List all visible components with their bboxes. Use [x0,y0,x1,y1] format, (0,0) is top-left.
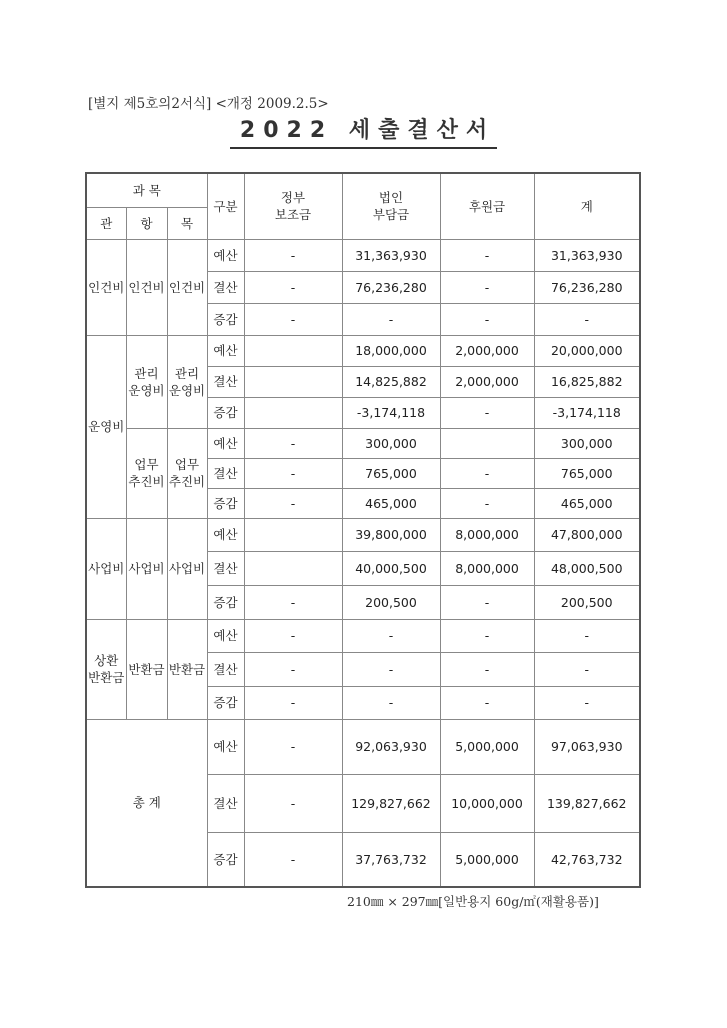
corp-cell: 765,000 [342,458,440,488]
gubun-cell: 결산 [207,551,244,585]
corp-cell: 200,500 [342,585,440,619]
gubun-cell: 증감 [207,488,244,518]
gubun-cell: 결산 [207,271,244,303]
header-mok: 목 [167,207,207,239]
total-cell: 765,000 [534,458,640,488]
donation-cell: 8,000,000 [440,551,534,585]
title-text: 2022 세출결산서 [230,118,497,149]
table-row [86,428,640,458]
donation-cell: - [440,488,534,518]
donation-cell: 8,000,000 [440,518,534,551]
donation-cell: - [440,585,534,619]
table-row [86,518,640,551]
gov-cell: - [244,719,342,774]
hang-repayment: 반환금 [126,619,167,719]
hang-personnel: 인건비 [126,239,167,335]
gov-cell: - [244,774,342,832]
corp-cell: 76,236,280 [342,271,440,303]
mok-repayment: 반환금 [167,619,207,719]
corp-cell: 300,000 [342,428,440,458]
donation-cell: 2,000,000 [440,335,534,366]
mok-personnel: 인건비 [167,239,207,335]
gov-cell: - [244,303,342,335]
gubun-cell: 증감 [207,832,244,887]
gubun-cell: 결산 [207,774,244,832]
gov-cell [244,551,342,585]
total-cell: 139,827,662 [534,774,640,832]
donation-cell: - [440,619,534,652]
gubun-cell: 예산 [207,619,244,652]
gov-cell [244,397,342,428]
header-total: 계 [534,173,640,239]
donation-cell: 10,000,000 [440,774,534,832]
header-row-1 [86,173,640,207]
corp-cell: 129,827,662 [342,774,440,832]
corp-cell: 39,800,000 [342,518,440,551]
gubun-cell: 결산 [207,458,244,488]
total-cell: 31,363,930 [534,239,640,271]
donation-cell: - [440,271,534,303]
gov-cell: - [244,619,342,652]
gubun-cell: 예산 [207,335,244,366]
total-cell: 16,825,882 [534,366,640,397]
table-row [86,719,640,774]
donation-cell: 5,000,000 [440,832,534,887]
gubun-cell: 증감 [207,686,244,719]
donation-cell: - [440,303,534,335]
total-cell: 47,800,000 [534,518,640,551]
donation-cell: - [440,239,534,271]
total-cell: 76,236,280 [534,271,640,303]
gwan-repayment: 상환 반환금 [86,619,126,719]
gov-cell: - [244,488,342,518]
donation-cell: 2,000,000 [440,366,534,397]
corp-cell: - [342,686,440,719]
gov-cell [244,335,342,366]
header-corp-burden: 법인 부담금 [342,173,440,239]
header-hang: 항 [126,207,167,239]
total-cell: - [534,686,640,719]
gubun-cell: 예산 [207,428,244,458]
hang-management: 관리 운영비 [126,335,167,428]
gubun-cell: 예산 [207,239,244,271]
document-title [0,118,727,149]
gubun-cell: 예산 [207,719,244,774]
header-donation: 후원금 [440,173,534,239]
corp-cell: - [342,652,440,686]
corp-cell: 92,063,930 [342,719,440,774]
form-header-note: [별지 제5호의2서식] <개정 2009.2.5> [88,96,329,112]
total-cell: 300,000 [534,428,640,458]
header-gubun: 구분 [207,173,244,239]
hang-business: 업무 추진비 [126,428,167,518]
grand-total-label: 총 계 [86,719,207,887]
corp-cell: 465,000 [342,488,440,518]
corp-cell: - [342,619,440,652]
total-cell: - [534,619,640,652]
donation-cell: - [440,686,534,719]
donation-cell: - [440,397,534,428]
corp-cell: 40,000,500 [342,551,440,585]
total-cell: 200,500 [534,585,640,619]
table-row [86,335,640,366]
gwan-project: 사업비 [86,518,126,619]
gubun-cell: 증감 [207,303,244,335]
mok-business: 업무 추진비 [167,428,207,518]
total-cell: 20,000,000 [534,335,640,366]
header-gwan: 관 [86,207,126,239]
donation-cell [440,428,534,458]
corp-cell: 18,000,000 [342,335,440,366]
corp-cell: -3,174,118 [342,397,440,428]
gov-cell: - [244,271,342,303]
corp-cell: 14,825,882 [342,366,440,397]
total-cell: 42,763,732 [534,832,640,887]
header-subject: 과 목 [86,173,207,207]
total-cell: - [534,303,640,335]
gubun-cell: 결산 [207,366,244,397]
total-cell: 97,063,930 [534,719,640,774]
gov-cell: - [244,458,342,488]
corp-cell: 31,363,930 [342,239,440,271]
total-cell: 48,000,500 [534,551,640,585]
donation-cell: - [440,652,534,686]
total-cell: - [534,652,640,686]
donation-cell: - [440,458,534,488]
donation-cell: 5,000,000 [440,719,534,774]
gov-cell: - [244,832,342,887]
mok-project: 사업비 [167,518,207,619]
gov-cell [244,366,342,397]
corp-cell: 37,763,732 [342,832,440,887]
gubun-cell: 증감 [207,397,244,428]
table-row [86,619,640,652]
total-cell: -3,174,118 [534,397,640,428]
gwan-operation: 운영비 [86,335,126,518]
corp-cell: - [342,303,440,335]
gov-cell: - [244,585,342,619]
mok-management: 관리 운영비 [167,335,207,428]
gov-cell [244,518,342,551]
gov-cell: - [244,239,342,271]
gov-cell: - [244,652,342,686]
hang-project: 사업비 [126,518,167,619]
gwan-personnel: 인건비 [86,239,126,335]
header-gov-subsidy: 정부 보조금 [244,173,342,239]
total-cell: 465,000 [534,488,640,518]
gov-cell: - [244,428,342,458]
gubun-cell: 결산 [207,652,244,686]
table-row [86,239,640,271]
gov-cell: - [244,686,342,719]
gubun-cell: 예산 [207,518,244,551]
gubun-cell: 증감 [207,585,244,619]
expenditure-table [85,172,641,888]
paper-size-footnote: 210㎜ × 297㎜[일반용지 60g/㎡(재활용품)] [347,894,599,909]
